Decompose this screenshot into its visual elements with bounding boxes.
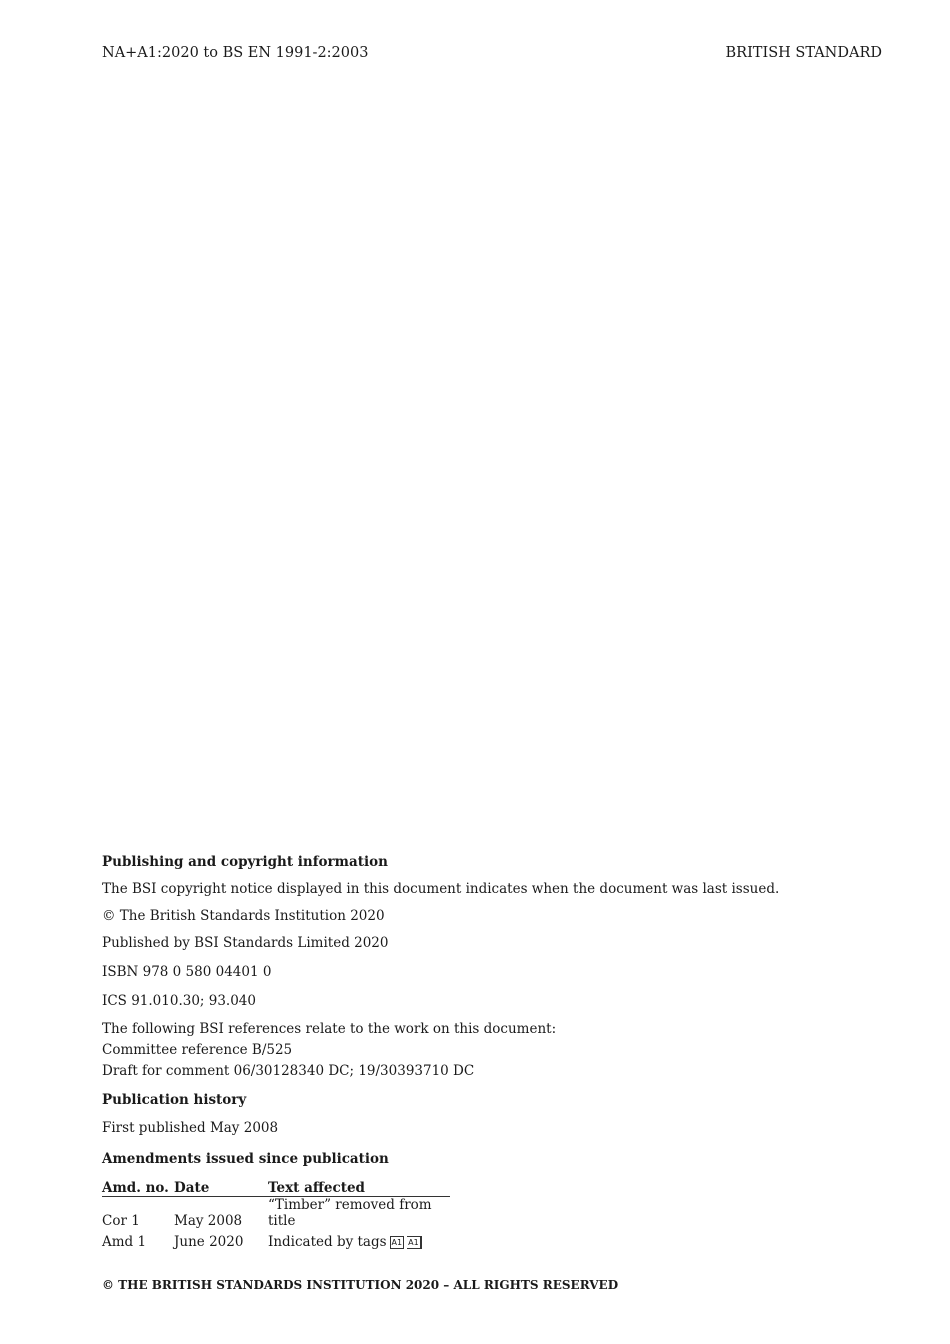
first-published: First published May 2008	[102, 1120, 279, 1136]
table-row	[102, 1229, 450, 1250]
col-date: Date	[174, 1176, 268, 1197]
references-intro: The following BSI references relate to the work on this document:	[102, 1021, 557, 1037]
cell-date: May 2008	[174, 1213, 243, 1229]
history-title: Publication history	[102, 1092, 247, 1108]
isbn: ISBN 978 0 580 04401 0	[102, 964, 272, 980]
publishing-info	[102, 852, 862, 1250]
col-amd-no: Amd. no.	[102, 1176, 174, 1197]
committee-reference: Committee reference B/525	[102, 1042, 293, 1058]
publishing-title: Publishing and copyright information	[102, 854, 388, 870]
draft-reference: Draft for comment 06/30128340 DC; 19/30393710 DC	[102, 1063, 475, 1079]
copyright-notice: The BSI copyright notice displayed in this document indicates when the document was last issued.	[102, 881, 780, 897]
cell-text-affected: “Timber” removed from title	[268, 1197, 432, 1229]
table-header-row	[102, 1176, 450, 1197]
cell-text-affected	[268, 1229, 450, 1250]
cell-date: June 2020	[174, 1234, 244, 1250]
amendment-close-tag-icon: A1	[407, 1236, 422, 1249]
tags-text: Indicated by tags	[268, 1234, 387, 1250]
header-doc-reference: NA+A1:2020 to BS EN 1991-2:2003	[102, 45, 369, 61]
cell-amd-no: Cor 1	[102, 1213, 140, 1229]
copyright-line: © The British Standards Institution 2020	[102, 908, 385, 924]
published-by: Published by BSI Standards Limited 2020	[102, 935, 389, 951]
header-standard-label: BRITISH STANDARD	[725, 45, 882, 61]
table-row	[102, 1197, 450, 1230]
amendments-title: Amendments issued since publication	[102, 1151, 389, 1167]
amendments-table	[102, 1176, 450, 1250]
col-text-affected: Text affected	[268, 1176, 450, 1197]
footer-copyright: © THE BRITISH STANDARDS INSTITUTION 2020 – ALL RIGHTS RESERVED	[102, 1278, 619, 1292]
cell-amd-no: Amd 1	[102, 1234, 147, 1250]
amendment-open-tag-icon: A1	[391, 1238, 403, 1247]
ics: ICS 91.010.30; 93.040	[102, 993, 256, 1009]
